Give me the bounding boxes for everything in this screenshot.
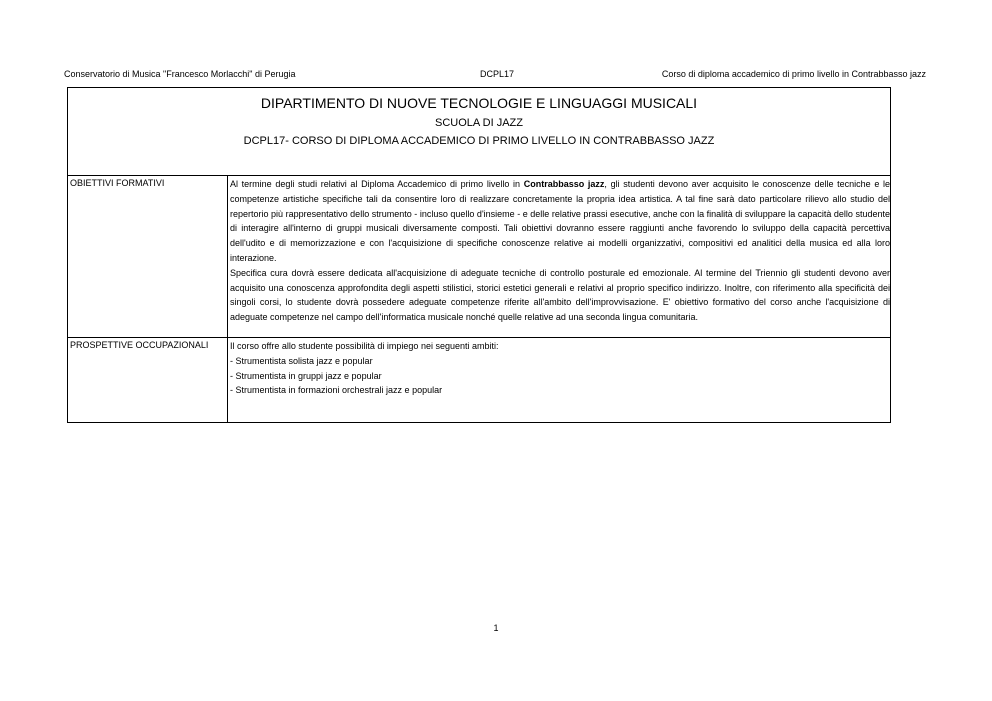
obiettivi-p1-start: Al termine degli studi relativi al Diploma Accademico di primo livello in bbox=[230, 179, 524, 189]
prospettive-text bbox=[230, 339, 890, 398]
prospettive-row bbox=[68, 337, 890, 423]
prospettive-intro: Il corso offre allo studente possibilità di impiego nei seguenti ambiti: bbox=[230, 341, 499, 351]
obiettivi-instrument: Contrabbasso jazz bbox=[523, 179, 605, 189]
header-course-code: DCPL17 bbox=[480, 69, 515, 79]
obiettivi-paragraph-2: Specifica cura dovrà essere dedicata all'acquisizione di adeguate tecniche di controllo posturale ed emozionale. Al termine del Triennio gli studenti devono aver acquisito una conoscenza approfondita degli aspetti stilistici, storici estetici generali e relativi al proprio specifico indirizzo. Inoltre, con riferimento alla specificità dei singoli corsi, lo studente dovrà possedere adeguate competenze riferite all'ambito dell'improvvisazione. E' obiettivo formativo del corso anche l'acquisizione di adeguate competenze nel campo dell'informatica musicale nonché quelle relative ad una seconda lingua comunitaria. bbox=[230, 267, 890, 323]
prospettive-item: - Strumentista in formazioni orchestrali jazz e popular bbox=[230, 385, 443, 396]
obiettivi-paragraph-1 bbox=[230, 177, 890, 266]
obiettivi-text bbox=[230, 177, 890, 325]
department-title: DIPARTIMENTO DI NUOVE TECNOLOGIE E LINGUAGGI MUSICALI bbox=[260, 95, 698, 111]
course-title: DCPL17- CORSO DI DIPLOMA ACCADEMICO DI PRIMO LIVELLO IN CONTRABBASSO JAZZ bbox=[243, 135, 715, 147]
obiettivi-label: OBIETTIVI FORMATIVI bbox=[70, 178, 165, 188]
school-title: SCUOLA DI JAZZ bbox=[434, 117, 524, 129]
document-table bbox=[67, 87, 891, 423]
page-number: 1 bbox=[493, 623, 499, 633]
header-course-name: Corso di diploma accademico di primo livello in Contrabbasso jazz bbox=[661, 69, 926, 79]
prospettive-item: - Strumentista in gruppi jazz e popular bbox=[230, 370, 382, 381]
prospettive-item: - Strumentista solista jazz e popular bbox=[230, 355, 373, 366]
obiettivi-p1-end: , gli studenti devono aver acquisito le conoscenze delle tecniche e le competenze artistiche specifiche tali da consentire loro di realizzare concretamente la propria idea artistica. A tal fine sarà dato particolare rilievo allo studio del repertorio più rappresentativo dello strumento - incluso quello d'insieme - e delle relative prassi esecutive, anche con la finalità di sviluppare la capacità dello studente di interagire all'interno di gruppi musicali diversamente composti. Tali obiettivi dovranno essere raggiunti anche favorendo lo sviluppo della capacità percettiva dell'udito e di memorizzazione e con l'acquisizione di specifiche conoscenze relative ai modelli organizzativi, compositivi ed analitici della musica ed alla loro interazione. bbox=[230, 179, 891, 263]
header-institution: Conservatorio di Musica "Francesco Morlacchi" di Perugia bbox=[64, 69, 296, 79]
prospettive-label: PROSPETTIVE OCCUPAZIONALI bbox=[70, 340, 209, 350]
title-block bbox=[68, 88, 890, 176]
